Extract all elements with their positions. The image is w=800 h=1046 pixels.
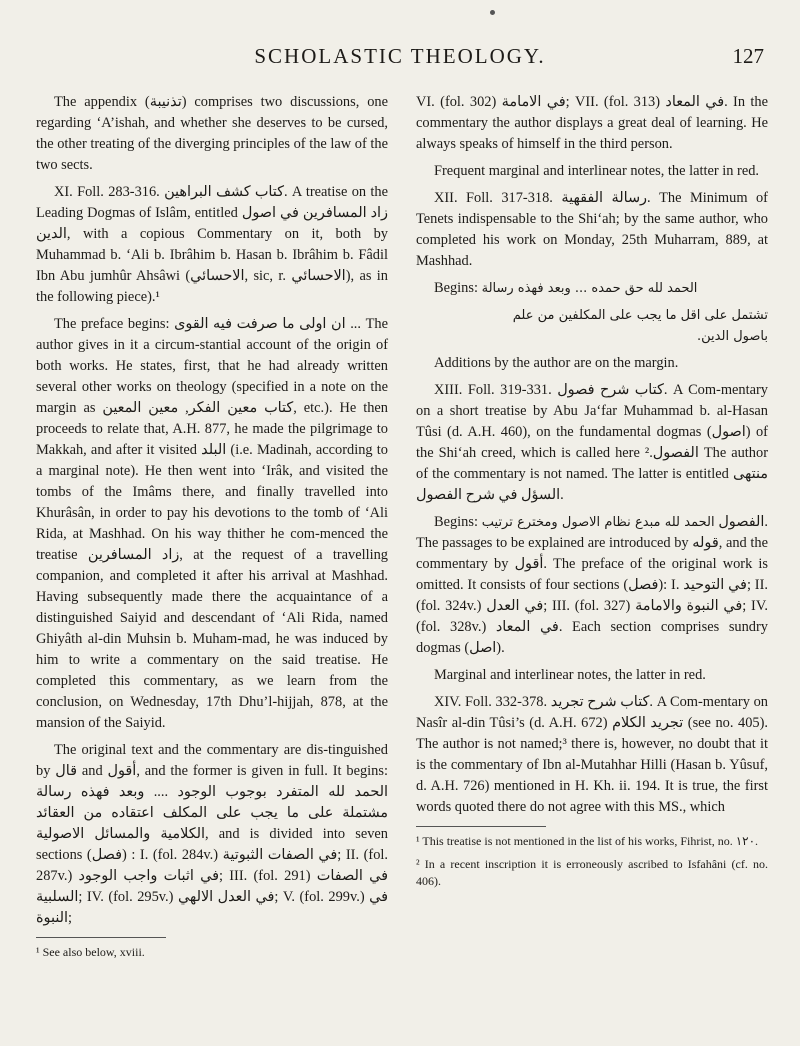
begins-label-2: Begins: [434, 514, 478, 530]
paragraph-sections-cont: VI. (fol. 302) في الامامة; VII. (fol. 313) في المعاد. In the commentary the author displays a great deal of learning. He always speaks of himself in the third person. [416, 94, 768, 152]
paragraph-begins-xii [416, 278, 768, 299]
footnote-1-left: ¹ See also below, xviii. [36, 945, 145, 959]
footnote-rule-right [416, 826, 546, 827]
arabic-incipit-line-1: الحمد لله حق حمده ... وبعد فهذه رسالة [481, 281, 698, 296]
page-number: 127 [732, 44, 764, 68]
paragraph-begins-xiii [416, 512, 768, 659]
right-column [416, 92, 768, 896]
arabic-incipit-xiii: الحمد لله مبدع نظام الاصول ومخترع ترتيب [481, 515, 715, 530]
arabic-incipit-line-2: تشتمل على اقل ما يجب على المكلفين من علم [512, 308, 768, 323]
footnote-rule [36, 937, 166, 938]
paragraph-item-xiv: XIV. Foll. 332-378. كتاب شرح تجريد. A Com-mentary on Nasîr al-din Tûsi’s (d. A.H. 672) تجريد الكلام (see no. 405). The author is not named;³ there is, however, no doubt that it is the commentary of Ibn al-Mutahhar Hilli (Hasan b. Yûsuf, d. A.H. 726) mentioned in H. Kh. ii. 194. It is true, the first words quoted there do not agree with this MS., which [416, 694, 769, 815]
page-header [36, 44, 764, 74]
ink-spot [490, 10, 495, 15]
paragraph-item-xi: XI. Foll. 283-316. كتاب كشف البراهين. A treatise on the Leading Dogmas of Islâm, entitled زاد المسافرين في اصول الدين, with a copious Commentary on it, both by Muhammad b. ‘Ali b. Ibrâhim b. Hasan b. Ibrâhim b. Fâdil Ibn Abu jumhûr Ahsâwi (الاحسائي, sic, r. الاحسائي), as in the following piece).¹ [36, 184, 388, 305]
running-title: SCHOLASTIC THEOLOGY. [254, 44, 546, 68]
paragraph-begins-xiii-rest: الفصول. The passages to be explained are introduced by قوله, and the commentary by أقول. The preface of the original work is omitted. It consists of four sections (فصل): I. في التوحيد; II. (fol. 324v.) في العدل; III. (fol. 327) في النبوة والامامة; IV. (fol. 328v.) في المعاد. Each section comprises sundry dogmas (اصل). [416, 514, 768, 656]
paragraph-appendix: The appendix (تذنيبة) comprises two discussions, one regarding ‘A’ishah, and whether she deserves to be cursed, the other treating of the diverging principles of the law of the two sects. [36, 94, 388, 173]
arabic-incipit-line-3: باصول الدين. [697, 329, 768, 344]
paragraph-marginal-notes: Marginal and interlinear notes, the latter in red. [434, 667, 706, 683]
left-column [36, 92, 388, 967]
footnote-1-right: ¹ This treatise is not mentioned in the list of his works, Fihrist, no. ١٢٠. [416, 834, 759, 848]
paragraph-item-xii: XII. Foll. 317-318. رسالة الفقهية. The Minimum of Tenets indispensable to the Shi‘ah; by the same author, who completed his work on Monday, 25th Muharram, 889, at Mashhad. [416, 190, 768, 269]
paragraph-preface: The preface begins: ان اولى ما صرفت فيه القوى ... The author gives in it a circum-stantial account of the origin of both works. He states, first, that he had already written several other works on theology (specified in a note on the margin as كتاب معين الفكر, معين المعين, etc.). He then proceeds to relate that, A.H. 877, he made the pilgrimage to Makkah, and after it visited البلد (i.e. Madinah, according to a marginal note). He then went into ‘Irâk, and visited the tombs of the Imâms there, and finally travelled into Khurâsân, in order to pay his devotions to the tomb of ‘Ali Rida, at Mashhad. On his way thither he com-menced the treatise زاد المسافرين, at the request of a travelling companion, and completed it after his arrival at Mashhad. Having subsequently made there the acquaintance of a distinguished Saiyid and descendant of ‘Ali Rida, named Ghiyâth al-din Muhsin b. Muham-mad, he was induced by him to write a commentary on the said treatise. He completed this commentary, as we learn from the conclusion, on Wednesday, 17th Dhu’l-hijjah, 878, at the mansion of the Saiyid. [36, 316, 388, 731]
begins-label: Begins: [434, 280, 478, 296]
paragraph-original-text: The original text and the commentary are dis-tinguished by قال and أقول, and the former is given in full. It begins: الحمد لله المتفرد بوجوب الوجود .... وبعد فهذه رسالة مشتملة على ما يجب على المكلف اعتقاده من العقائد الكلامية والمسائل الاصولية, and is divided into seven sections (فصل) : I. (fol. 284v.) في الصفات الثبوتية; II. (fol. 287v.) في اثبات واجب الوجود; III. (fol. 291) في الصفات السلبية; IV. (fol. 295v.) في العدل الالهي; V. (fol. 299v.) في النبوة; [36, 742, 389, 926]
paragraph-additions: Additions by the author are on the margin. [434, 355, 679, 371]
paragraph-notes-red: Frequent marginal and interlinear notes, the latter in red. [434, 163, 760, 179]
paragraph-item-xiii: XIII. Foll. 319-331. كتاب شرح فصول. A Com-mentary on a short treatise by Abu Ja‘far Muhammad b. al-Hasan Tûsi (d. A.H. 460), on the fundamental dogmas (اصول) of the Shi‘ah creed, which is called here الفصول.² The author of the commentary is not named. The latter is entitled منتهى السؤل في شرح الفصول. [416, 382, 768, 503]
footnote-2-right: ² In a recent inscription it is erroneously ascribed to Isfahâni (cf. no. 406). [416, 857, 768, 888]
